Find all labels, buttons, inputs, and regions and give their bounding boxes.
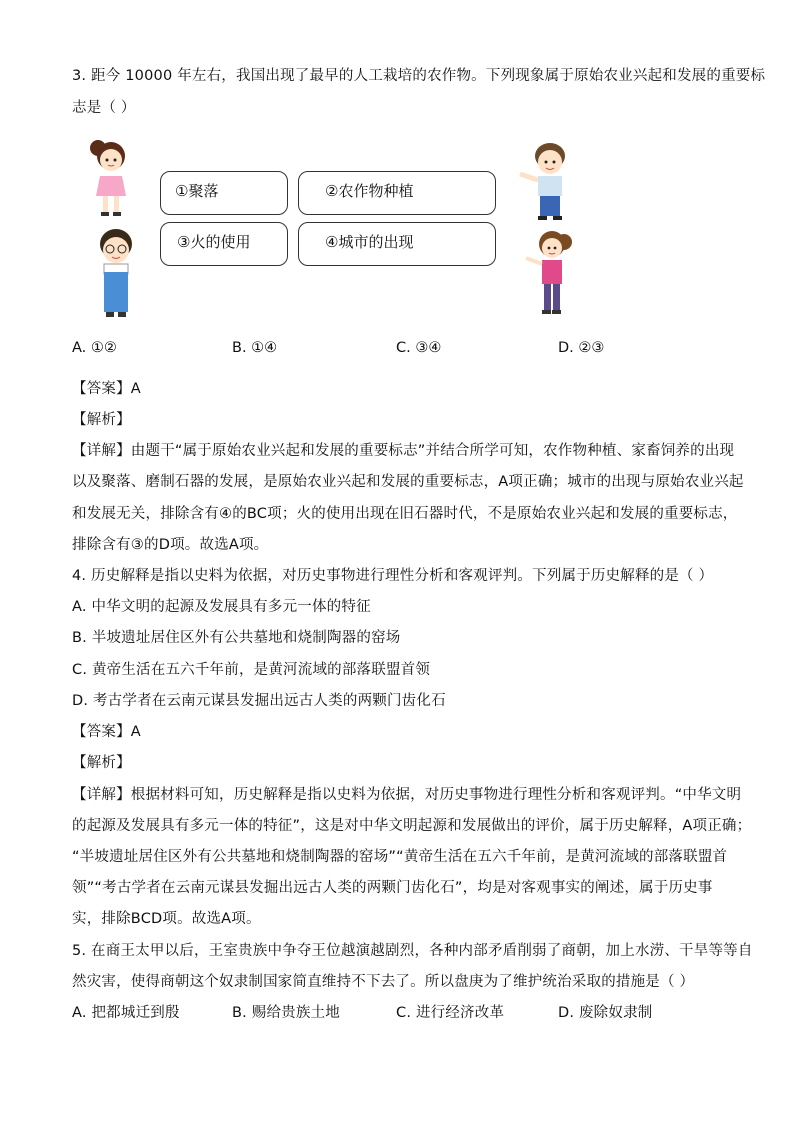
q4-detail-line1: 【详解】根据材料可知，历史解释是指以史料为依据，对历史事物进行理性分析和客观评判。“中华文明: [72, 787, 742, 803]
q4-detail-line4: 领”“考古学者在云南元谋县发掘出远古人类的两颗门齿化石”，均是对客观事实的阐述，属于历史事: [72, 880, 713, 896]
q3-detail-line1: 【详解】由题干“属于原始农业兴起和发展的重要标志”并结合所学可知，农作物种植、家畜饲养的出现: [72, 443, 735, 459]
q4-option-c: C. 黄帝生活在五六千年前，是黄河流域的部落联盟首领: [72, 662, 431, 678]
bubble-4: [298, 222, 496, 266]
bubble-2: [298, 171, 496, 215]
q3-stem-line2: 志是（ ）: [72, 100, 136, 116]
girl-figure-icon: [88, 134, 134, 218]
boy-pointing-figure-icon: [514, 140, 576, 222]
bubble-2-label: ②农作物种植: [325, 182, 414, 200]
q3-detail-line4: 排除含有③的D项。故选A项。: [72, 537, 269, 553]
q4-stem: 4. 历史解释是指以史料为依据，对历史事物进行理性分析和客观评判。下列属于历史解释的是（ ）: [72, 568, 714, 584]
q4-answer: 【答案】A: [72, 724, 141, 740]
q3-answer: 【答案】A: [72, 381, 141, 397]
q3-detail-line3: 和发展无关，排除含有④的BC项；火的使用出现在旧石器时代，不是原始农业兴起和发展的重要标志，: [72, 506, 738, 522]
q3-option-c: C. ③④: [396, 340, 442, 356]
boy-figure-icon: [90, 226, 142, 318]
q4-option-b: B. 半坡遗址居住区外有公共墓地和烧制陶器的窑场: [72, 630, 401, 646]
q5-option-d: D. 废除奴隶制: [558, 1005, 653, 1021]
q3-detail-line2: 以及聚落、磨制石器的发展，是原始农业兴起和发展的重要标志，A项正确；城市的出现与原始农业兴起: [72, 474, 744, 490]
q3-analysis-label: 【解析】: [72, 412, 131, 428]
q3-stem-line1: 3. 距今 10000 年左右，我国出现了最早的人工栽培的农作物。下列现象属于原始农业兴起和发展的重要标: [72, 68, 766, 84]
q4-option-a: A. 中华文明的起源及发展具有多元一体的特征: [72, 599, 371, 615]
q5-option-a: A. 把都城迁到殷: [72, 1005, 180, 1021]
q4-analysis-label: 【解析】: [72, 755, 131, 771]
q4-detail-line2: 的起源及发展具有多元一体的特征”，这是对中华文明起源和发展做出的评价，属于历史解释，A项正确；: [72, 818, 752, 834]
q4-detail-line5: 实，排除BCD项。故选A项。: [72, 911, 261, 927]
girl-pointing-figure-icon: [522, 226, 576, 318]
q4-detail-line3: “半坡遗址居住区外有公共墓地和烧制陶器的窑场”“黄帝生活在五六千年前，是黄河流域的部落联盟首: [72, 849, 728, 865]
bubble-1: [160, 171, 288, 215]
q3-option-a: A. ①②: [72, 340, 117, 356]
q4-option-d: D. 考古学者在云南元谋县发掘出远古人类的两颗门齿化石: [72, 693, 446, 709]
q5-stem-line1: 5. 在商王太甲以后，王室贵族中争夺王位越演越剧烈，各种内部矛盾削弱了商朝，加上水涝、干旱等等自: [72, 943, 753, 959]
q5-option-c: C. 进行经济改革: [396, 1005, 505, 1021]
bubble-3-label: ③火的使用: [177, 233, 251, 251]
q3-option-d: D. ②③: [558, 340, 605, 356]
bubble-3: [160, 222, 288, 266]
q3-option-b: B. ①④: [232, 340, 278, 356]
bubble-4-label: ④城市的出现: [325, 233, 414, 251]
bubble-1-label: ①聚落: [175, 182, 219, 200]
q5-stem-line2: 然灾害，使得商朝这个奴隶制国家简直维持不下去了。所以盘庚为了维护统治采取的措施是（ ）: [72, 974, 695, 990]
q5-option-b: B. 赐给贵族土地: [232, 1005, 340, 1021]
